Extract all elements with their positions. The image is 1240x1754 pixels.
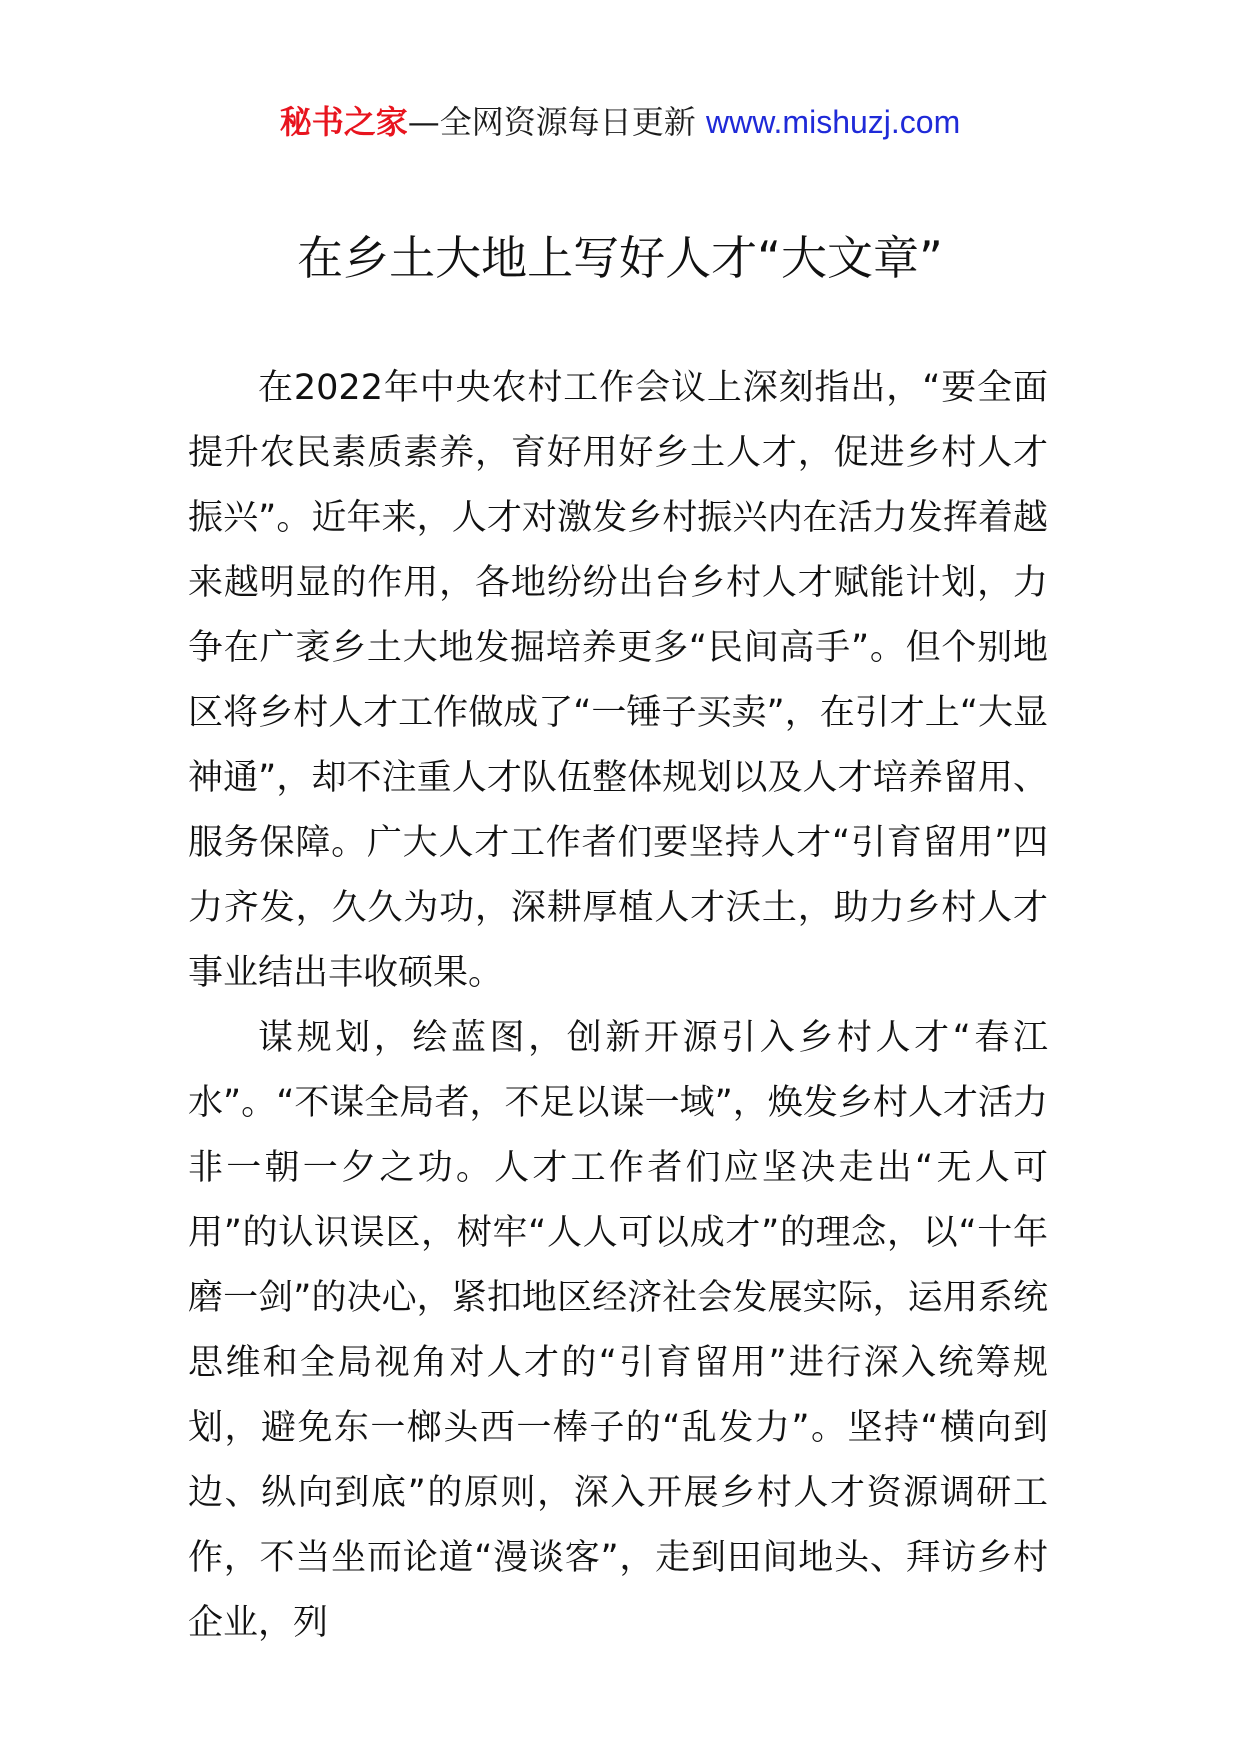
paragraph-1-text: 在2022年中央农村工作会议上深刻指出，“要全面提升农民素质素养，育好用好乡土人才，促进乡村人才振兴”。近年来，人才对激发乡村振兴内在活力发挥着越来越明显的作用，各地纷纷出台乡村人才赋能计划，力争在广袤乡土大地发掘培养更多“民间高手”。但个别地区将乡村人才工作做成了“一锤子买卖”，在引才上“大显神通”，却不注重人才队伍整体规划以及人才培养留用、服务保障。广大人才工作者们要坚持人才“引育留用”四力齐发，久久为功，深耕厚植人才沃土，助力乡村人才事业结出丰收硕果。	[188, 368, 1048, 993]
document-title: 在乡土大地上写好人才“大文章”	[297, 231, 943, 285]
paragraph-2-text: “不谋全局者，不足以谋一域”，焕发乡村人才活力非一朝一夕之功。人才工作者们应坚决走出“无人可用”的认识误区，树牢“人人可以成才”的理念，以“十年磨一剑”的决心，紧扣地区经济社会发展实际，运用系统思维和全局视角对人才的“引育留用”进行深入统筹规划，避免东一榔头西一棒子的“乱发力”。坚持“横向到边、纵向到底”的原则，深入开展乡村人才资源调研工作，不当坐而论道“漫谈客”，走到田间地头、拜访乡村企业，列	[188, 1083, 1048, 1643]
paragraph-1	[188, 356, 1048, 1006]
paragraph-2	[188, 1006, 1048, 1656]
paragraph-2-lead: 谋规划，绘蓝图，创新开源引入乡村人才“春江水”。	[188, 1018, 1048, 1123]
site-url-link[interactable]: www.mishuzj.com	[705, 104, 961, 140]
document-body	[188, 356, 1048, 1656]
site-header	[0, 100, 1240, 144]
brand-name: 秘书之家	[279, 103, 408, 141]
header-tagline: —全网资源每日更新	[407, 103, 706, 141]
